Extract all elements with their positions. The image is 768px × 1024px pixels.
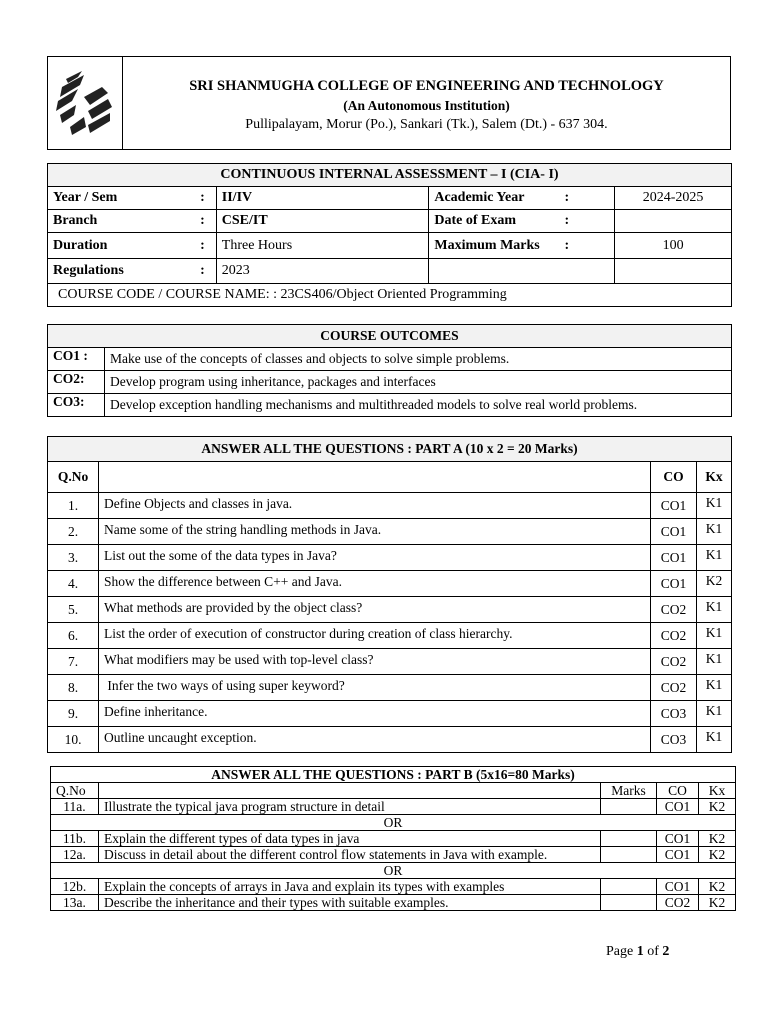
question-text: Outline uncaught exception. [99, 727, 651, 753]
question-co: CO2 [651, 675, 697, 701]
cia-label [48, 233, 217, 259]
question-kx: K1 [697, 649, 732, 675]
question-number: 11b. [51, 831, 99, 847]
cia-value: 2023 [216, 259, 429, 284]
part-b-or-row [51, 815, 736, 831]
course-outcome-row [48, 394, 732, 417]
course-outcome-text: Develop program using inheritance, packages and interfaces [105, 371, 732, 394]
part-a-title: ANSWER ALL THE QUESTIONS : PART A (10 x 2 = 20 Marks) [48, 437, 732, 462]
question-text: List out the some of the data types in Java? [99, 545, 651, 571]
cia-label [48, 187, 217, 210]
cia-colon: : [200, 190, 205, 205]
question-co: CO1 [651, 519, 697, 545]
part-b-question-row [51, 799, 736, 815]
cia-row [48, 259, 732, 284]
question-kx: K2 [698, 847, 735, 863]
part-b-header-kx: Kx [698, 783, 735, 799]
question-co: CO1 [657, 879, 699, 895]
question-marks [601, 847, 657, 863]
question-text: Show the difference between C++ and Java. [99, 571, 651, 597]
cia-row [48, 233, 732, 259]
question-kx: K1 [697, 701, 732, 727]
question-co: CO3 [651, 701, 697, 727]
question-number: 11a. [51, 799, 99, 815]
question-marks [601, 879, 657, 895]
question-text: Explain the different types of data types in java [98, 831, 600, 847]
question-kx: K1 [697, 727, 732, 753]
question-number: 7. [48, 649, 99, 675]
question-kx: K2 [698, 879, 735, 895]
question-co: CO1 [657, 847, 699, 863]
question-text: Discuss in detail about the different control flow statements in Java with example. [98, 847, 600, 863]
question-kx: K1 [697, 675, 732, 701]
question-kx: K1 [697, 545, 732, 571]
part-a-rows [48, 493, 732, 753]
course-outcome-text: Make use of the concepts of classes and objects to solve simple problems. [105, 348, 732, 371]
question-kx: K1 [697, 623, 732, 649]
part-b-question-row [51, 895, 736, 911]
question-text: What methods are provided by the object class? [99, 597, 651, 623]
cia-value: II/IV [216, 187, 429, 210]
part-a-header-question [99, 462, 651, 493]
cia-row [48, 210, 732, 233]
or-separator: OR [51, 815, 736, 831]
question-text: What modifiers may be used with top-level class? [99, 649, 651, 675]
question-marks [601, 895, 657, 911]
part-a-question-row [48, 597, 732, 623]
course-outcomes-table [47, 324, 732, 417]
question-kx: K1 [697, 519, 732, 545]
part-a-question-row [48, 675, 732, 701]
cia-label-2 [429, 233, 615, 259]
page-total: 2 [662, 944, 670, 959]
question-co: CO3 [651, 727, 697, 753]
college-subtitle: (An Autonomous Institution) [343, 97, 510, 113]
cia-rows [48, 187, 732, 284]
cia-value-2 [615, 259, 732, 284]
question-co: CO1 [651, 571, 697, 597]
page-prefix: Page [606, 944, 637, 959]
question-kx: K2 [698, 895, 735, 911]
cia-colon: : [564, 190, 570, 205]
part-a-header-kx: Kx [697, 462, 732, 493]
question-number: 5. [48, 597, 99, 623]
cia-value-2: 100 [615, 233, 732, 259]
cia-label2-text: Academic Year [434, 190, 525, 205]
question-text: Name some of the string handling methods in Java. [99, 519, 651, 545]
cia-value: Three Hours [216, 233, 429, 259]
college-header [47, 56, 731, 150]
cia-label [48, 210, 217, 233]
course-outcome-code: CO2: [48, 371, 105, 394]
part-a-header-qno: Q.No [48, 462, 99, 493]
question-co: CO2 [651, 649, 697, 675]
cia-label-2 [429, 259, 615, 284]
question-number: 3. [48, 545, 99, 571]
question-co: CO2 [657, 895, 699, 911]
part-a-question-row [48, 519, 732, 545]
part-a-table [47, 436, 732, 753]
question-co: CO1 [657, 799, 699, 815]
cia-colon: : [200, 263, 205, 278]
part-b-header-marks: Marks [601, 783, 657, 799]
part-a-question-row [48, 623, 732, 649]
question-number: 8. [48, 675, 99, 701]
part-a-question-row [48, 571, 732, 597]
part-a-question-row [48, 493, 732, 519]
cia-colon: : [564, 213, 570, 228]
course-outcomes-title: COURSE OUTCOMES [48, 325, 732, 348]
part-a-question-row [48, 701, 732, 727]
question-number: 1. [48, 493, 99, 519]
question-number: 13a. [51, 895, 99, 911]
question-marks [601, 831, 657, 847]
cia-label-text: Branch [53, 213, 98, 228]
question-number: 10. [48, 727, 99, 753]
page-number [606, 944, 669, 960]
cia-value: CSE/IT [216, 210, 429, 233]
question-text: Describe the inheritance and their types with suitable examples. [98, 895, 600, 911]
question-number: 12b. [51, 879, 99, 895]
question-number: 9. [48, 701, 99, 727]
part-b-rows [51, 799, 736, 911]
cia-label-2 [429, 210, 615, 233]
part-a-question-row [48, 727, 732, 753]
part-b-header-qno: Q.No [51, 783, 99, 799]
question-kx: K2 [698, 799, 735, 815]
part-b-header-co: CO [657, 783, 699, 799]
question-text: Infer the two ways of using super keyword? [99, 675, 651, 701]
question-text: List the order of execution of constructor during creation of class hierarchy. [99, 623, 651, 649]
part-a-question-row [48, 545, 732, 571]
question-co: CO1 [657, 831, 699, 847]
part-b-question-row [51, 831, 736, 847]
college-address: Pullipalayam, Morur (Po.), Sankari (Tk.), Salem (Dt.) - 637 304. [245, 116, 608, 132]
cia-label-2 [429, 187, 615, 210]
question-co: CO2 [651, 597, 697, 623]
course-outcome-code: CO3: [48, 394, 105, 417]
cia-label2-text: Maximum Marks [434, 237, 540, 253]
part-a-question-row [48, 649, 732, 675]
cia-table [47, 163, 732, 307]
cia-value-2: 2024-2025 [615, 187, 732, 210]
question-number: 2. [48, 519, 99, 545]
cia-title: CONTINUOUS INTERNAL ASSESSMENT – I (CIA- I) [48, 164, 732, 187]
question-kx: K2 [697, 571, 732, 597]
question-kx: K1 [697, 597, 732, 623]
college-info [123, 57, 731, 150]
part-b-or-row [51, 863, 736, 879]
course-outcome-text: Develop exception handling mechanisms and multithreaded models to solve real world problems. [105, 394, 732, 417]
course-outcome-row [48, 348, 732, 371]
course-outcomes-rows [48, 348, 732, 417]
cia-label [48, 259, 217, 284]
question-co: CO2 [651, 623, 697, 649]
part-b-header-question [98, 783, 600, 799]
cia-value-2 [615, 210, 732, 233]
part-b-table [50, 766, 736, 911]
question-number: 12a. [51, 847, 99, 863]
part-b-question-row [51, 879, 736, 895]
cia-label-text: Year / Sem [53, 190, 118, 205]
question-text: Explain the concepts of arrays in Java and explain its types with examples [98, 879, 600, 895]
course-outcome-row [48, 371, 732, 394]
page-current: 1 [636, 944, 644, 959]
question-kx: K2 [698, 831, 735, 847]
page-of: of [643, 944, 663, 959]
question-number: 4. [48, 571, 99, 597]
part-b-title: ANSWER ALL THE QUESTIONS : PART B (5x16=80 Marks) [51, 767, 736, 783]
cia-colon: : [564, 237, 570, 253]
part-b-question-row [51, 847, 736, 863]
or-separator: OR [51, 863, 736, 879]
course-code-line: COURSE CODE / COURSE NAME: : 23CS406/Object Oriented Programming [48, 284, 732, 307]
cia-colon: : [200, 213, 205, 228]
question-co: CO1 [651, 545, 697, 571]
college-logo-icon [48, 57, 122, 145]
question-text: Define inheritance. [99, 701, 651, 727]
college-name: SRI SHANMUGHA COLLEGE OF ENGINEERING AND TECHNOLOGY [189, 77, 664, 94]
cia-row [48, 187, 732, 210]
question-marks [601, 799, 657, 815]
question-co: CO1 [651, 493, 697, 519]
cia-label2-text: Date of Exam [434, 213, 517, 228]
question-text: Define Objects and classes in java. [99, 493, 651, 519]
cia-label-text: Duration [53, 237, 108, 253]
cia-label-text: Regulations [53, 263, 124, 278]
question-text: Illustrate the typical java program structure in detail [98, 799, 600, 815]
question-kx: K1 [697, 493, 732, 519]
part-a-header-co: CO [651, 462, 697, 493]
question-number: 6. [48, 623, 99, 649]
college-logo-cell [48, 57, 123, 150]
course-outcome-code: CO1 : [48, 348, 105, 371]
cia-colon: : [200, 237, 205, 253]
